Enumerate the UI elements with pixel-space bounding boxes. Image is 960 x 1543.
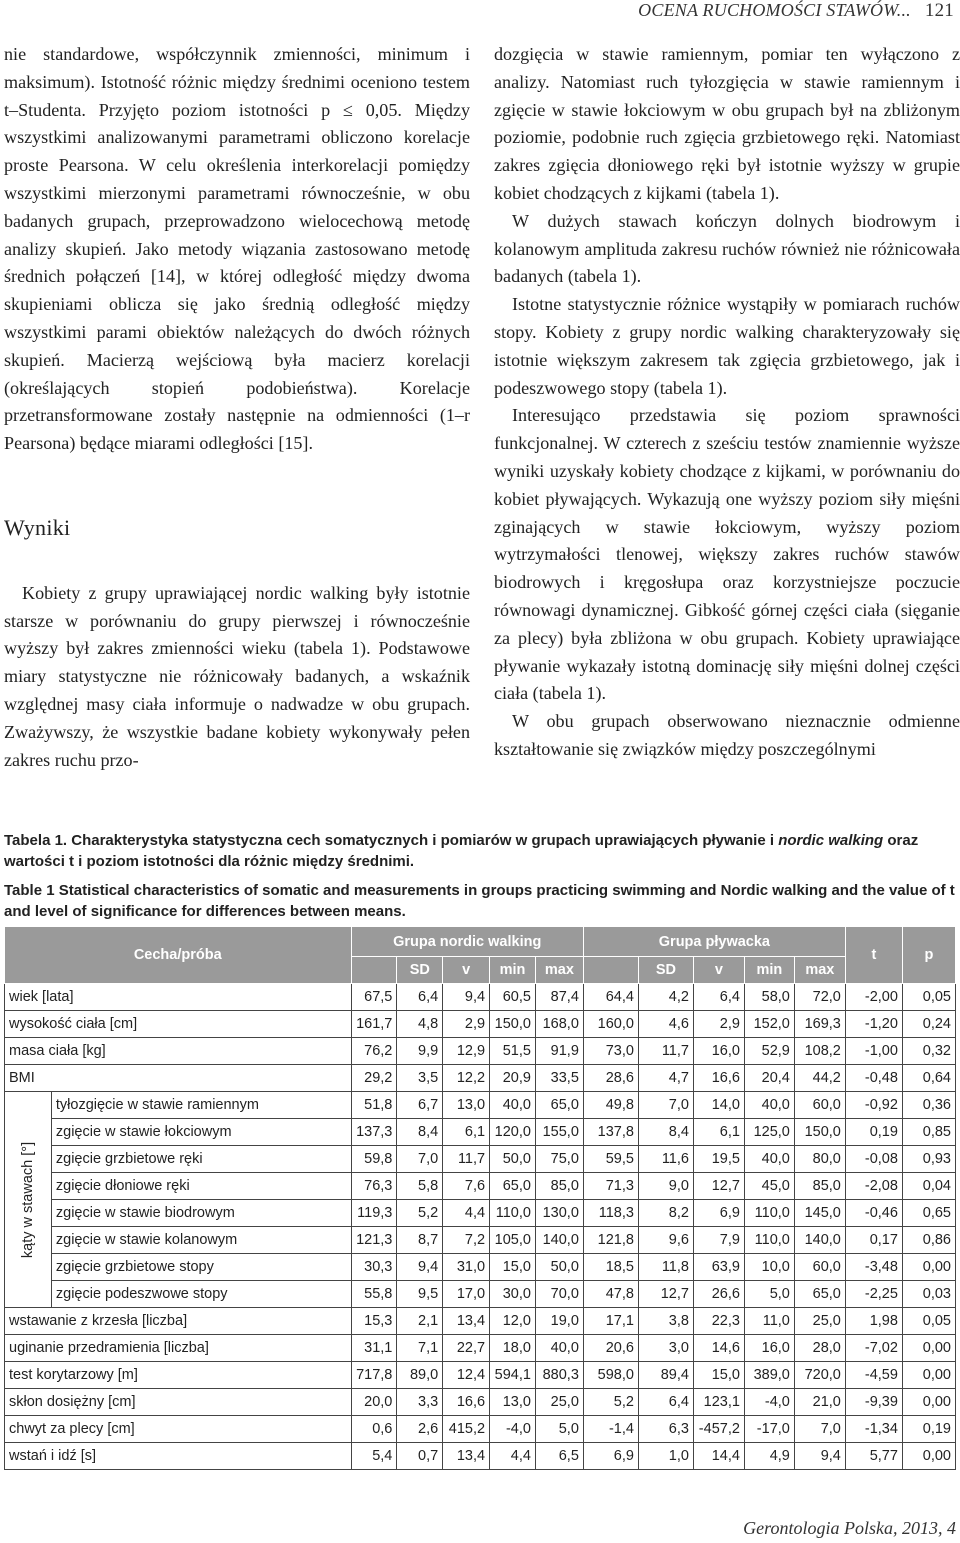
table-cell: 5,2 [583,1389,638,1416]
results-paragraph-5: Interesująco przedstawia się poziom sprawności funkcjonalnej. W czterech z sześciu testów znamiennie wyższe wyniki uzyskały kobiety chodzące z kijkami, w porównaniu do kobiet pływających. Wykazują one wyższy poziom siły mięśni zginających w stawie łokciowym, wyższy poziom wytrzymałości tlenowej, większy zakres ruchów stawów biodrowych i kręgosłupa oraz korzystniejsze poczucie równowagi dynamicznej. Gibkość górnej części ciała (sięganie za plecy) była zbliżona w obu grupach. Kobiety uprawiające pływanie wykazały istotną dominację siły mięśni dolnej części ciała (tabela 1). [494,405,960,704]
table-row [5,1227,956,1254]
table-cell: 6,4 [397,984,443,1011]
table-cell: 4,2 [638,984,693,1011]
header-sd-1: SD [397,957,443,984]
table-cell: 45,0 [744,1173,794,1200]
table-cell: 44,2 [794,1065,845,1092]
table-cell: 140,0 [535,1227,583,1254]
row-label: wstawanie z krzesła [liczba] [5,1308,352,1335]
table-cell: 145,0 [794,1200,845,1227]
table-cell: -0,08 [845,1146,902,1173]
table-cell: -0,46 [845,1200,902,1227]
table-row [5,1065,956,1092]
table-cell: 7,1 [397,1335,443,1362]
table-cell: 105,0 [490,1227,536,1254]
table-cell: -2,25 [845,1281,902,1308]
table-caption-polish [4,830,956,872]
table-cell: 29,2 [351,1065,397,1092]
table-cell: 72,0 [794,984,845,1011]
table-cell: 15,0 [693,1362,744,1389]
row-label: zgięcie grzbietowe stopy [51,1254,351,1281]
table-cell: 137,3 [351,1119,397,1146]
section-heading-results: Wyniki [4,514,71,540]
table-cell: 6,5 [535,1443,583,1470]
table-cell: 6,9 [693,1200,744,1227]
table-cell: 8,2 [638,1200,693,1227]
table-row [5,1038,956,1065]
table-cell: 6,1 [693,1119,744,1146]
header-max-2: max [794,957,845,984]
table-cell: 50,0 [535,1254,583,1281]
table-cell: 0,32 [902,1038,955,1065]
table-cell: 40,0 [744,1092,794,1119]
table-cell: 9,4 [794,1443,845,1470]
table-cell: -0,92 [845,1092,902,1119]
table-cell: 31,1 [351,1335,397,1362]
table-cell: 0,00 [902,1443,955,1470]
table-cell: 30,0 [490,1281,536,1308]
table-cell: -457,2 [693,1416,744,1443]
table-cell: 2,9 [693,1011,744,1038]
table-cell: 717,8 [351,1362,397,1389]
table-cell: -3,48 [845,1254,902,1281]
table-cell: 121,3 [351,1227,397,1254]
table-cell: 7,0 [794,1416,845,1443]
row-label: masa ciała [kg] [5,1038,352,1065]
table-cell: 594,1 [490,1362,536,1389]
table-cell: 7,2 [443,1227,490,1254]
table-cell: 3,0 [638,1335,693,1362]
table-row [5,1011,956,1038]
table-cell: -4,59 [845,1362,902,1389]
table-cell: 20,0 [351,1389,397,1416]
table-cell: 5,0 [535,1416,583,1443]
table-cell: 120,0 [490,1119,536,1146]
table-cell: 150,0 [490,1011,536,1038]
table-caption-english: Table 1 Statistical characteristics of somatic and measurements in groups practicing swimming and Nordic walking and the value of t and level of significance for differences between means. [4,882,955,920]
table-cell: 40,0 [744,1146,794,1173]
caption-pl-tail: oraz wartości t i poziom istotności dla różnic między średnimi. [4,832,919,870]
table-cell: 4,8 [397,1011,443,1038]
results-paragraph-4: Istotne statystycznie różnice wystąpiły w pomiarach ruchów stopy. Kobiety z grupy nordic walking charakteryzowały się istotnie większym zakresem tak zgięcia grzbietowego, jak i podeszwowego stopy (tabela 1). [494,294,960,398]
table-cell: 80,0 [794,1146,845,1173]
table-cell: 13,4 [443,1443,490,1470]
table-cell: 7,0 [397,1146,443,1173]
table-cell: 76,2 [351,1038,397,1065]
table-cell: 16,0 [744,1335,794,1362]
table-cell: 52,9 [744,1038,794,1065]
table-cell: 10,0 [744,1254,794,1281]
table-cell: 0,86 [902,1227,955,1254]
table-cell: 125,0 [744,1119,794,1146]
row-label: wiek [lata] [5,984,352,1011]
table-cell: 60,5 [490,984,536,1011]
table-cell: 0,24 [902,1011,955,1038]
table-cell: 11,7 [638,1038,693,1065]
table-cell: 12,0 [490,1308,536,1335]
table-cell: 5,8 [397,1173,443,1200]
table-cell: 64,4 [583,984,638,1011]
table-cell: 130,0 [535,1200,583,1227]
table-cell: 28,0 [794,1335,845,1362]
table-cell: 0,00 [902,1254,955,1281]
table-cell: 70,0 [535,1281,583,1308]
table-cell: 5,4 [351,1443,397,1470]
table-cell: -1,4 [583,1416,638,1443]
table-cell: 0,7 [397,1443,443,1470]
table-cell: 30,3 [351,1254,397,1281]
table-cell: 0,93 [902,1146,955,1173]
table-cell: 8,4 [638,1119,693,1146]
header-v-2: v [693,957,744,984]
table-cell: 21,0 [794,1389,845,1416]
header-p: p [902,927,955,984]
table-cell: 137,8 [583,1119,638,1146]
table-cell: 2,9 [443,1011,490,1038]
table-cell: 119,3 [351,1200,397,1227]
table-cell: 7,0 [638,1092,693,1119]
table-cell: 89,0 [397,1362,443,1389]
table-cell: 0,04 [902,1173,955,1200]
table-cell: 33,5 [535,1065,583,1092]
table-cell: 880,3 [535,1362,583,1389]
table-cell: 87,4 [535,984,583,1011]
table-cell: 7,6 [443,1173,490,1200]
table-cell: 13,0 [490,1389,536,1416]
table-cell: -17,0 [744,1416,794,1443]
table-cell: 0,05 [902,1308,955,1335]
table-cell: 91,9 [535,1038,583,1065]
table-cell: 31,0 [443,1254,490,1281]
table-cell: 40,0 [535,1335,583,1362]
table-row [5,1281,956,1308]
table-cell: 13,0 [443,1092,490,1119]
table-cell: 17,1 [583,1308,638,1335]
table-row [5,1389,956,1416]
table-row [5,1362,956,1389]
table-cell: 11,8 [638,1254,693,1281]
table-cell: 51,5 [490,1038,536,1065]
table-cell: 76,3 [351,1173,397,1200]
row-label: wstań i idź [s] [5,1443,352,1470]
table-cell: 0,6 [351,1416,397,1443]
row-label: uginanie przedramienia [liczba] [5,1335,352,1362]
header-max-1: max [535,957,583,984]
table-cell: 0,19 [845,1119,902,1146]
table-cell: 25,0 [535,1389,583,1416]
table-cell: 9,4 [397,1254,443,1281]
table-cell: 13,4 [443,1308,490,1335]
table-cell: 2,1 [397,1308,443,1335]
table-row [5,1173,956,1200]
table-cell: 1,0 [638,1443,693,1470]
table-cell: 0,03 [902,1281,955,1308]
table-cell: 6,1 [443,1119,490,1146]
results-paragraph-2: dozgięcia w stawie ramiennym, pomiar ten wyłączono z analizy. Natomiast ruch tyłozgięcia w stawie ramiennym i zgięcie w stawie łokciowym w obu grupach był na zbliżonym poziomie, podobnie ruch zgięcia grzbietowego ręki. Natomiast zakres zgięcia dłoniowego ręki był istotnie wyższy w grupie kobiet chodzących z kijkami (tabela 1). [494,44,960,203]
header-sd-2: SD [638,957,693,984]
table-cell: 16,6 [693,1065,744,1092]
results-paragraph-3: W dużych stawach kończyn dolnych biodrowym i kolanowym amplituda zakresu ruchów również nie różnicowała badanych (tabela 1). [494,210,960,287]
table-cell: 110,0 [490,1200,536,1227]
table-cell: 12,9 [443,1038,490,1065]
table-cell: 58,0 [744,984,794,1011]
results-paragraph-1: Kobiety z grupy uprawiającej nordic walking były istotnie starsze w porównaniu do grupy pierwszej i równocześnie wyższy był zakres zmienności wieku (tabela 1). Podstawowe miary statystyczne nie różnicowały badanych, a wskaźnik względnej masy ciała informuje o nadwadze w obu grupach. Zważywszy, że wszystkie badane kobiety wykonywały pełen zakres ruchu przo- [4,582,470,770]
running-header [638,0,954,26]
table-cell: 59,8 [351,1146,397,1173]
table-cell: 50,0 [490,1146,536,1173]
table-cell: 0,19 [902,1416,955,1443]
table-cell: -1,20 [845,1011,902,1038]
table-cell: 415,2 [443,1416,490,1443]
table-cell: 4,9 [744,1443,794,1470]
table-cell: 14,4 [693,1443,744,1470]
table-cell: 4,4 [443,1200,490,1227]
table-cell: 19,5 [693,1146,744,1173]
page-number: 121 [924,0,954,21]
table-cell: 51,8 [351,1092,397,1119]
header-min-1: min [490,957,536,984]
caption-pl-italic: nordic walking [778,832,884,849]
row-label: zgięcie w stawie biodrowym [51,1200,351,1227]
running-title: OCENA RUCHOMOŚCI STAWÓW... [638,0,911,20]
table-cell: 55,8 [351,1281,397,1308]
table-cell: 108,2 [794,1038,845,1065]
table-cell: 16,6 [443,1389,490,1416]
results-paragraph-6: W obu grupach obserwowano nieznacznie odmienne kształtowanie się związków między poszczególnymi [494,711,960,759]
table-cell: 11,7 [443,1146,490,1173]
table-cell: 59,5 [583,1146,638,1173]
table-cell: 8,7 [397,1227,443,1254]
table-row [5,1308,956,1335]
table-cell: 5,0 [744,1281,794,1308]
table-cell: 598,0 [583,1362,638,1389]
header-t: t [845,927,902,984]
table-cell: 6,4 [638,1389,693,1416]
row-label: test korytarzowy [m] [5,1362,352,1389]
table-cell: 1,98 [845,1308,902,1335]
table-cell: 0,00 [902,1335,955,1362]
table-cell: 4,7 [638,1065,693,1092]
table-cell: 47,8 [583,1281,638,1308]
table-cell: 18,0 [490,1335,536,1362]
table-cell: 5,77 [845,1443,902,1470]
table-cell: 73,0 [583,1038,638,1065]
table-cell: 110,0 [744,1227,794,1254]
table-row [5,1146,956,1173]
header-group-swimming: Grupa pływacka [583,927,845,957]
row-label: zgięcie grzbietowe ręki [51,1146,351,1173]
table-cell: 11,6 [638,1146,693,1173]
row-label: zgięcie dłoniowe ręki [51,1173,351,1200]
table-cell: 161,7 [351,1011,397,1038]
table-cell: 22,3 [693,1308,744,1335]
table-cell: 12,2 [443,1065,490,1092]
table-cell: -2,00 [845,984,902,1011]
table-cell: 67,5 [351,984,397,1011]
header-v-1: v [443,957,490,984]
row-label: zgięcie w stawie kolanowym [51,1227,351,1254]
row-label: wysokość ciała [cm] [5,1011,352,1038]
table-cell: 60,0 [794,1254,845,1281]
table-cell: 152,0 [744,1011,794,1038]
header-min-2: min [744,957,794,984]
table-cell: 9,5 [397,1281,443,1308]
table-row [5,984,956,1011]
table-cell: 4,6 [638,1011,693,1038]
table-cell: 18,5 [583,1254,638,1281]
table-cell: 5,2 [397,1200,443,1227]
table-cell: 3,3 [397,1389,443,1416]
table-cell: -9,39 [845,1389,902,1416]
table-cell: 389,0 [744,1362,794,1389]
table-cell: 0,17 [845,1227,902,1254]
table-cell: 20,6 [583,1335,638,1362]
table-cell: -7,02 [845,1335,902,1362]
table-cell: 14,0 [693,1092,744,1119]
row-label: zgięcie podeszwowe stopy [51,1281,351,1308]
table-cell: 65,0 [535,1092,583,1119]
table-cell: 85,0 [794,1173,845,1200]
table-cell: 6,3 [638,1416,693,1443]
table-row [5,1443,956,1470]
table-cell: -1,34 [845,1416,902,1443]
table-row [5,1200,956,1227]
table-cell: 89,4 [638,1362,693,1389]
table-cell: 0,64 [902,1065,955,1092]
table-cell: 63,9 [693,1254,744,1281]
table-cell: 71,3 [583,1173,638,1200]
header-group-nordic: Grupa nordic walking [351,927,583,957]
table-cell: 4,4 [490,1443,536,1470]
table-cell: 121,8 [583,1227,638,1254]
table-cell: -2,08 [845,1173,902,1200]
table-cell: 6,9 [583,1443,638,1470]
table-cell: 19,0 [535,1308,583,1335]
table-cell: 20,9 [490,1065,536,1092]
table-cell: 22,7 [443,1335,490,1362]
table-cell: 15,0 [490,1254,536,1281]
table-cell: 0,05 [902,984,955,1011]
table-row [5,1254,956,1281]
table-cell: 150,0 [794,1119,845,1146]
table-cell: -0,48 [845,1065,902,1092]
table-cell: 65,0 [490,1173,536,1200]
table-cell: 168,0 [535,1011,583,1038]
table-cell: 12,7 [693,1173,744,1200]
table-cell: 0,36 [902,1092,955,1119]
row-label: chwyt za plecy [cm] [5,1416,352,1443]
group-label: kąty w stawach [°] [19,1141,36,1258]
header-mean-2 [583,957,638,984]
table-cell: 6,7 [397,1092,443,1119]
row-label: zgięcie w stawie łokciowym [51,1119,351,1146]
table-row [5,1416,956,1443]
table-body [5,984,956,1470]
right-column [494,41,960,764]
table-cell: 9,4 [443,984,490,1011]
table-cell: 40,0 [490,1092,536,1119]
table-cell: 17,0 [443,1281,490,1308]
table-cell: -1,00 [845,1038,902,1065]
table-cell: 85,0 [535,1173,583,1200]
table-cell: -4,0 [744,1389,794,1416]
table-cell: 12,4 [443,1362,490,1389]
row-label: tyłozgięcie w stawie ramiennym [51,1092,351,1119]
table-cell: 16,0 [693,1038,744,1065]
table-cell: 60,0 [794,1092,845,1119]
header-feature: Cecha/próba [5,927,352,984]
table-cell: 110,0 [744,1200,794,1227]
header-mean-1 [351,957,397,984]
table-cell: 160,0 [583,1011,638,1038]
table-cell: 3,8 [638,1308,693,1335]
table-cell: 65,0 [794,1281,845,1308]
methods-paragraph: nie standardowe, współczynnik zmienności, minimum i maksimum). Istotność różnic między średnimi oceniono testem t–Studenta. Przyjęto poziom istotności p ≤ 0,05. Między wszystkimi analizowanymi parametrami obliczono korelacje proste Pearsona. W celu określenia interkorelacji pomiędzy wszystkimi mierzonymi parametrami równocześnie, w obu badanych grupach, przeprowadzono wielocechową metodę analizy skupień. Jako metody wiązania zastosowano metodę średnich połączeń [14], w której odległość między dwoma skupieniami oblicza się jako średnią odległość między wszystkimi parami obiektów należących do dwóch różnych skupień. Macierzą wejściową była macierz korelacji (określających stopień podobieństwa). Korelacje przetransformowane zostały następnie na odmienności (1–r Pearsona) będące miarami odległości [15]. [4,44,470,454]
table-cell: 118,3 [583,1200,638,1227]
table-cell: 26,6 [693,1281,744,1308]
table-cell: 9,9 [397,1038,443,1065]
row-label: BMI [5,1065,352,1092]
table-cell: 140,0 [794,1227,845,1254]
table-cell: 20,4 [744,1065,794,1092]
table-row [5,1335,956,1362]
table-row [5,1092,956,1119]
table-cell: 49,8 [583,1092,638,1119]
caption-pl-lead: Tabela 1. Charakterystyka statystyczna cech somatycznych i pomiarów w grupach uprawiających pływanie i [4,832,779,849]
table-cell: 155,0 [535,1119,583,1146]
table-cell: -4,0 [490,1416,536,1443]
table-cell: 28,6 [583,1065,638,1092]
table-cell: 0,00 [902,1362,955,1389]
table-cell: 123,1 [693,1389,744,1416]
table-cell: 25,0 [794,1308,845,1335]
table-cell: 7,9 [693,1227,744,1254]
row-label: skłon dosiężny [cm] [5,1389,352,1416]
statistics-table [4,926,956,1470]
table-cell: 75,0 [535,1146,583,1173]
table-cell: 6,4 [693,984,744,1011]
journal-footer: Gerontologia Polska, 2013, 4 [743,1518,956,1538]
table-cell: 3,5 [397,1065,443,1092]
table-cell: 0,85 [902,1119,955,1146]
table-cell: 11,0 [744,1308,794,1335]
group-label-cell [5,1092,52,1308]
table-cell: 2,6 [397,1416,443,1443]
table-cell: 720,0 [794,1362,845,1389]
table-cell: 15,3 [351,1308,397,1335]
table-cell: 0,00 [902,1389,955,1416]
table-cell: 9,0 [638,1173,693,1200]
table-cell: 12,7 [638,1281,693,1308]
table-cell: 9,6 [638,1227,693,1254]
table-cell: 0,65 [902,1200,955,1227]
table-row [5,1119,956,1146]
table-cell: 8,4 [397,1119,443,1146]
left-column [4,41,470,774]
table-cell: 14,6 [693,1335,744,1362]
table-cell: 169,3 [794,1011,845,1038]
